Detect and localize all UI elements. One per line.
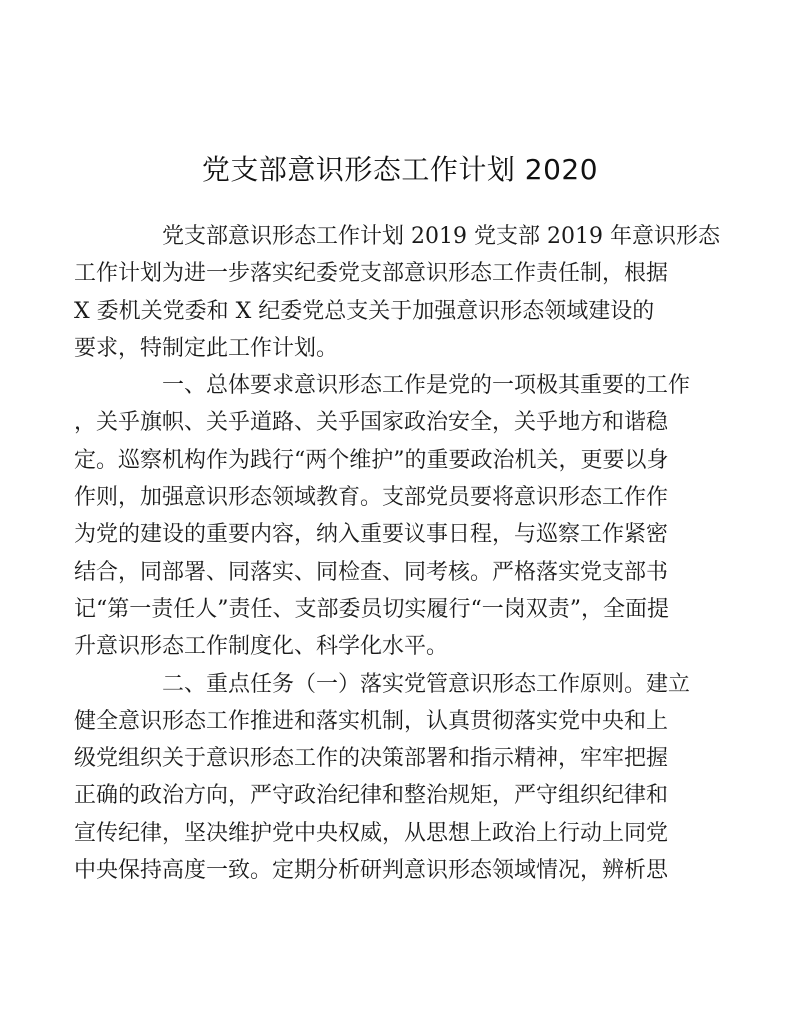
paragraph-line: ，关乎旗帜、关乎道路、关乎国家政治安全，关乎地方和谐稳	[74, 410, 669, 436]
paragraph-line: 为党的建设的重要内容，纳入重要议事日程，与巡察工作紧密	[74, 522, 669, 548]
document-title: 党支部意识形态工作计划 2020	[201, 152, 599, 186]
document-body	[74, 218, 720, 889]
paragraph-intro	[74, 218, 720, 367]
paragraph-line: 记“第一责任人”责任、支部委员切实履行“一岗双责”，全面提	[74, 596, 669, 622]
paragraph-key-tasks	[74, 666, 691, 890]
paragraph-line: 二、重点任务（一）落实党管意识形态工作原则。建立	[162, 671, 691, 697]
paragraph-line: 结合，同部署、同落实、同检查、同考核。严格落实党支部书	[74, 559, 669, 585]
paragraph-line: 工作计划为进一步落实纪委党支部意识形态工作责任制，根据	[74, 261, 669, 287]
paragraph-line: 党支部意识形态工作计划 2019 党支部 2019 年意识形态	[162, 224, 720, 249]
paragraph-line: 宣传纪律，坚决维护党中央权威，从思想上政治上行动上同党	[74, 820, 669, 846]
paragraph-line: 升意识形态工作制度化、科学化水平。	[74, 634, 449, 660]
paragraph-line: 级党组织关于意识形态工作的决策部署和指示精神，牢牢把握	[74, 746, 669, 772]
paragraph-general-requirements	[74, 367, 691, 665]
paragraph-line: 定。巡察机构作为践行“两个维护”的重要政治机关，更要以身	[74, 447, 669, 473]
paragraph-line: 一、总体要求意识形态工作是党的一项极其重要的工作	[162, 373, 691, 399]
paragraph-line: X 委机关党委和 X 纪委党总支关于加强意识形态领域建设的	[74, 298, 655, 324]
paragraph-line: 要求，特制定此工作计划。	[74, 335, 339, 361]
paragraph-line: 正确的政治方向，严守政治纪律和整治规矩，严守组织纪律和	[74, 783, 669, 809]
paragraph-line: 健全意识形态工作推进和落实机制，认真贯彻落实党中央和上	[74, 708, 669, 734]
paragraph-line: 作则，加强意识形态领域教育。支部党员要将意识形态工作作	[74, 485, 669, 511]
paragraph-line: 中央保持高度一致。定期分析研判意识形态领域情况，辨析思	[74, 858, 669, 884]
